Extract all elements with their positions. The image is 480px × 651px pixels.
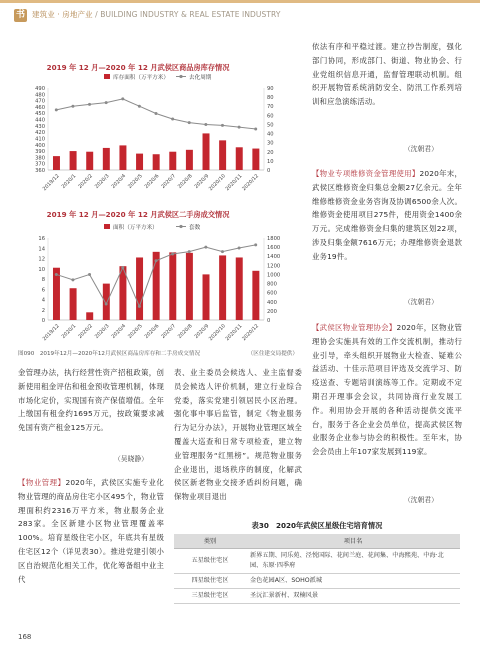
chart1-y-tick-right: 90 xyxy=(267,86,274,92)
chart2-y-tick-left: 8 xyxy=(41,277,45,283)
left-col-paragraph-2 xyxy=(18,476,164,586)
chart1-x-tick: 2020/5 xyxy=(127,173,144,190)
chart1-line-point xyxy=(238,126,241,129)
chart1-x-tick: 2020/2 xyxy=(77,173,94,190)
table-cell-projects: 金色花园A区、SOHO派城 xyxy=(246,573,460,588)
table-cell-category: 三星级住宅区 xyxy=(174,588,246,603)
chart1-bar xyxy=(86,152,93,170)
chart1-bar xyxy=(70,151,77,170)
chart1-x-tick: 2019/12 xyxy=(41,173,61,193)
chart1-legend xyxy=(104,73,212,81)
chart1-x-tick: 2020/1 xyxy=(60,173,78,190)
chart2-bar xyxy=(70,288,77,320)
chart2-y-tick-right: 1800 xyxy=(267,236,281,242)
chart2-line-point xyxy=(188,250,191,253)
chart1-legend-bar-swatch xyxy=(104,74,110,79)
chart1-line-point xyxy=(221,124,224,127)
chart1-line-point xyxy=(88,103,91,106)
table-header-project: 项目名 xyxy=(246,534,460,548)
figure-caption-text: 图090 2019年12月—2020年12月武侯区商品房库存和二手房成交情况 xyxy=(18,351,201,357)
chart2-y-tick-right: 1000 xyxy=(267,272,281,279)
chart1-bar xyxy=(186,150,193,170)
chart2-y-tick-right: 200 xyxy=(267,308,277,315)
chart1-y-tick-left: 370 xyxy=(35,161,45,168)
table-cell-projects: 新界五期、同乐苑、泾悦国际、花间兰庭、花间集、中海熙苑、中海·北园、东原·四季府 xyxy=(246,548,460,573)
chart1-y-tick-right: 80 xyxy=(267,95,274,102)
chart1-bar xyxy=(53,156,60,170)
table-row xyxy=(174,588,460,603)
chart2-bar xyxy=(186,253,193,320)
table-row xyxy=(174,548,460,573)
chart1-line-point xyxy=(188,121,191,124)
chart2-line-point xyxy=(204,246,207,249)
chart1-x-tick: 2020/7 xyxy=(160,173,178,190)
chart2-line-point xyxy=(138,305,141,308)
right-col-signature-2: （沈朝君） xyxy=(404,298,438,306)
chart2-bar xyxy=(103,284,110,320)
table-cell-category: 五星级住宅区 xyxy=(174,548,246,573)
chart1-y-tick-left: 400 xyxy=(35,142,45,149)
chart2-bar xyxy=(203,274,210,320)
chart1-y-tick-left: 470 xyxy=(35,98,45,105)
chart2-y-tick-right: 400 xyxy=(267,299,277,306)
chart2-y-tick-right: 0 xyxy=(267,318,271,324)
chart1-x-tick: 2020/4 xyxy=(110,173,128,190)
chart1-bar xyxy=(219,140,226,170)
chart1-bar xyxy=(236,147,243,170)
figure-caption xyxy=(18,346,298,360)
chart2-x-tick: 2020/4 xyxy=(110,323,128,340)
chart2-bar xyxy=(136,257,143,320)
chart1-y-tick-right: 60 xyxy=(267,113,274,120)
chart1-y-tick-left: 490 xyxy=(35,86,45,92)
chart2-x-tick: 2020/8 xyxy=(176,323,194,340)
left-col-paragraph-1: 金管理办法，执行经营性资产招租政策，创新使用租金评估和租金预收管理机制，体现市场化定价，实现国有资产保值增值。全年上缴国有租金约1695万元，按政策要求减免国有资产租金125万元。 xyxy=(18,368,164,433)
chart1-x-tick: 2020/12 xyxy=(241,173,261,193)
chart1-bar xyxy=(203,133,210,170)
chart2-y-tick-left: 2 xyxy=(41,307,45,314)
table-cell-category: 四星级住宅区 xyxy=(174,573,246,588)
chart1-y-tick-right: 20 xyxy=(267,149,274,156)
property-association-lead: 2020年， xyxy=(396,323,432,332)
section-title-cn: 建筑业 · 房地产业 xyxy=(32,10,93,19)
inventory-chart xyxy=(18,60,294,200)
chart2-x-tick: 2020/10 xyxy=(207,323,227,343)
chart1-x-tick: 2020/10 xyxy=(207,173,227,193)
chart1-legend-bar-label: 库存面积（万平方米） xyxy=(113,75,169,81)
star-residential-table xyxy=(174,534,460,604)
chart2-x-tick: 2020/12 xyxy=(241,323,261,343)
section-title xyxy=(32,9,281,20)
figure-caption-source: （区住建交局提供） xyxy=(247,351,298,357)
chart1-line-point xyxy=(171,117,174,120)
chart2-line-point xyxy=(71,278,74,281)
chart2-y-tick-right: 600 xyxy=(267,290,277,297)
mid-col-paragraph-1: 表、业主委员会候选人、业主监督委员会候选人评价机制，建立行业综合党委，落实党建引领居民小区治理。强化事中事后监管，制定《物业服务行为记分办法》，开展物业管理区域全覆盖大巡查和日常专项检查，建立物业管理服务“红黑榜”。规范物业服务企业退出，退场秩序的制度，化解武侯区新老物业交接矛盾纠纷问题，确保物业项目退出 xyxy=(174,368,302,502)
chart2-y-tick-right: 1400 xyxy=(267,254,281,261)
chart2-line-point xyxy=(55,273,58,276)
chart1-bar xyxy=(252,149,259,170)
chart2-y-tick-left: 16 xyxy=(38,236,45,242)
maintenance-fund-tag: 【物业专项维修资金管理使用】 xyxy=(312,169,420,178)
chart1-y-tick-left: 380 xyxy=(35,155,45,162)
right-col-signature-3: （沈朝君） xyxy=(404,496,438,504)
chart2-legend-line-marker xyxy=(179,225,182,228)
chart1-line-point xyxy=(138,105,141,108)
property-management-lead: 2020年，武侯区 xyxy=(65,478,125,487)
chart1-y-tick-left: 480 xyxy=(35,92,45,99)
chart1-line-point xyxy=(105,101,108,104)
page-number: 168 xyxy=(18,633,32,641)
chart1-bar xyxy=(119,145,126,170)
section-title-en: / BUILDING INDUSTRY & REAL ESTATE INDUSTRY xyxy=(95,10,281,19)
chart2-line-point xyxy=(88,273,91,276)
chart2-y-tick-left: 0 xyxy=(41,318,45,324)
chart1-y-tick-right: 40 xyxy=(267,131,274,138)
chart2-bar xyxy=(86,312,93,320)
chart1-line-point xyxy=(55,108,58,111)
chart2-line-point xyxy=(238,247,241,250)
right-col-paragraph-1: 依法有序和平稳过渡。建立抄告制度，强化部门协同，形成部门、街道、物业协会、行业党组织信息开通，监督管理联动机制。组织开展物管系统消防安全、防汛工作系列培训和应急演练活动。 xyxy=(312,42,462,107)
chart1-line-point xyxy=(155,112,158,115)
chart2-x-tick: 2020/6 xyxy=(143,323,161,340)
chart2-line-point xyxy=(221,250,224,253)
chart1-y-tick-right: 10 xyxy=(267,158,274,165)
chart1-y-tick-left: 460 xyxy=(35,104,45,111)
chart2-line-point xyxy=(121,266,124,269)
chart1-y-tick-left: 420 xyxy=(35,130,45,137)
chart1-legend-line-marker xyxy=(179,75,182,78)
chart1-bar xyxy=(169,152,176,170)
chart2-legend xyxy=(104,223,201,231)
right-col-paragraph-2 xyxy=(312,167,462,264)
chart2-y-tick-left: 10 xyxy=(38,266,45,273)
chart2-line-point xyxy=(254,243,257,246)
chart1-bar xyxy=(136,154,143,170)
chart2-line-point xyxy=(155,259,158,262)
chart1-x-tick: 2020/11 xyxy=(224,173,244,193)
chart2-y-tick-left: 12 xyxy=(38,256,45,263)
chart1-bar xyxy=(103,148,110,170)
table-header-category: 类别 xyxy=(174,534,246,548)
chart2-y-tick-left: 6 xyxy=(41,287,45,294)
chart1-y-tick-left: 430 xyxy=(35,123,45,130)
chart2-bar xyxy=(169,252,176,320)
property-association-text: 区物业管理协会实施具有效的工作交流机制，推动行业引导，牵头组织开展物业大检查、疑难公益活动、十佳示范项目评选及交流学习、防疫送查、专题培训演练等工作。定期或不定期召开理事会会议，共同协商行业发展工作。利用协会开展的各种活动提供交流平台，服务于各企业会员单位，提高武侯区物业服务企业参与协会的积极性。至年末，协会会员由上年107家发展到119家。 xyxy=(312,323,463,457)
chart1-x-tick: 2020/9 xyxy=(193,173,211,190)
chart2-y-tick-right: 800 xyxy=(267,281,277,288)
left-col-signature-1: （吴晓静） xyxy=(114,455,148,463)
header-accent-bar xyxy=(0,0,480,3)
chart1-y-tick-right: 0 xyxy=(267,168,271,174)
chart2-legend-bar-swatch xyxy=(104,224,110,229)
property-association-tag: 【武侯区物业管理协会】 xyxy=(312,323,397,332)
chart1-x-tick: 2020/6 xyxy=(143,173,161,190)
chart1-line-point xyxy=(121,97,124,100)
chart1-y-tick-right: 50 xyxy=(267,122,274,129)
table-title: 表30 2020年武侯区星级住宅培育情况 xyxy=(251,521,383,530)
chart2-x-tick: 2020/2 xyxy=(77,323,94,340)
right-col-signature-1: （沈朝君） xyxy=(404,145,438,153)
chart1-x-tick: 2020/8 xyxy=(176,173,194,190)
chart2-y-tick-left: 14 xyxy=(38,246,45,253)
page-header xyxy=(0,0,480,28)
chart1-bar xyxy=(153,154,160,170)
chart2-x-tick: 2020/9 xyxy=(193,323,211,340)
chart1-title: 2019 年 12 月—2020 年 12 月武侯区商品房库存情况 xyxy=(46,63,230,72)
chart1-legend-line-label: 去化周期 xyxy=(189,75,212,81)
table-header-row xyxy=(174,534,460,548)
table-cell-projects: 圣沅汇景新村、双楠风景 xyxy=(246,588,460,603)
chart1-y-tick-left: 390 xyxy=(35,149,45,156)
chart2-line-point xyxy=(171,252,174,255)
chart1-y-tick-right: 70 xyxy=(267,104,274,111)
chart1-line-point xyxy=(254,128,257,131)
chart2-y-tick-right: 1200 xyxy=(267,263,281,270)
chart2-legend-line-label: 套数 xyxy=(189,225,201,231)
chart1-line-point xyxy=(71,105,74,108)
chart2-bar xyxy=(236,257,243,320)
chart2-line-point xyxy=(105,303,108,306)
chart1-y-tick-left: 410 xyxy=(35,136,45,143)
chart2-x-tick: 2020/3 xyxy=(93,323,111,340)
chart2-x-tick: 2020/1 xyxy=(60,323,78,340)
secondhand-chart xyxy=(18,210,294,350)
property-management-tag: 【物业管理】 xyxy=(18,478,66,487)
chart1-y-tick-left: 360 xyxy=(35,168,45,174)
chart2-y-tick-left: 4 xyxy=(41,297,45,304)
chart1-x-tick: 2020/3 xyxy=(93,173,111,190)
right-col-paragraph-3 xyxy=(312,321,462,459)
chart2-x-tick: 2020/5 xyxy=(127,323,144,340)
chart2-x-tick: 2020/11 xyxy=(224,323,244,343)
chart1-y-tick-right: 30 xyxy=(267,140,274,147)
chart2-title: 2019 年 12 月—2020 年 12 月武侯区二手房成交情况 xyxy=(46,210,230,219)
chart2-legend-bar-label: 面积（万平方米） xyxy=(113,225,158,231)
chart2-bar xyxy=(219,255,226,320)
chart1-line-point xyxy=(204,123,207,126)
maintenance-fund-text: 2020年末，武侯区维修资金归集总金额27亿余元。全年维修维修资金业务咨询及协调6500余人次。维修资金使用项目275件，使用资金1400余万元。完成维修资金归集的建筑区划22项，涉及归集金额7616万元；办理维修资金退款业务19件。 xyxy=(312,169,462,261)
table-row xyxy=(174,573,460,588)
property-management-text: 实施专业化物业管理的商品房住宅小区495个，物业管理面积约2316万平方米，物业服务企业283家。全区新建小区物业管理覆盖率100%。培育星级住宅小区，年底共有星级住宅区12个（详见表30）。推进党建引领小区自治规范化相关工作，优化筹备组中业主代 xyxy=(18,478,164,584)
chart2-y-tick-right: 1600 xyxy=(267,245,281,252)
book-logo-icon: 书 xyxy=(15,10,25,20)
chart1-y-tick-left: 450 xyxy=(35,111,45,118)
chart1-y-tick-left: 440 xyxy=(35,117,45,124)
chart2-bar xyxy=(252,271,259,320)
chart2-x-tick: 2019/12 xyxy=(41,323,61,343)
chart2-x-tick: 2020/7 xyxy=(160,323,178,340)
